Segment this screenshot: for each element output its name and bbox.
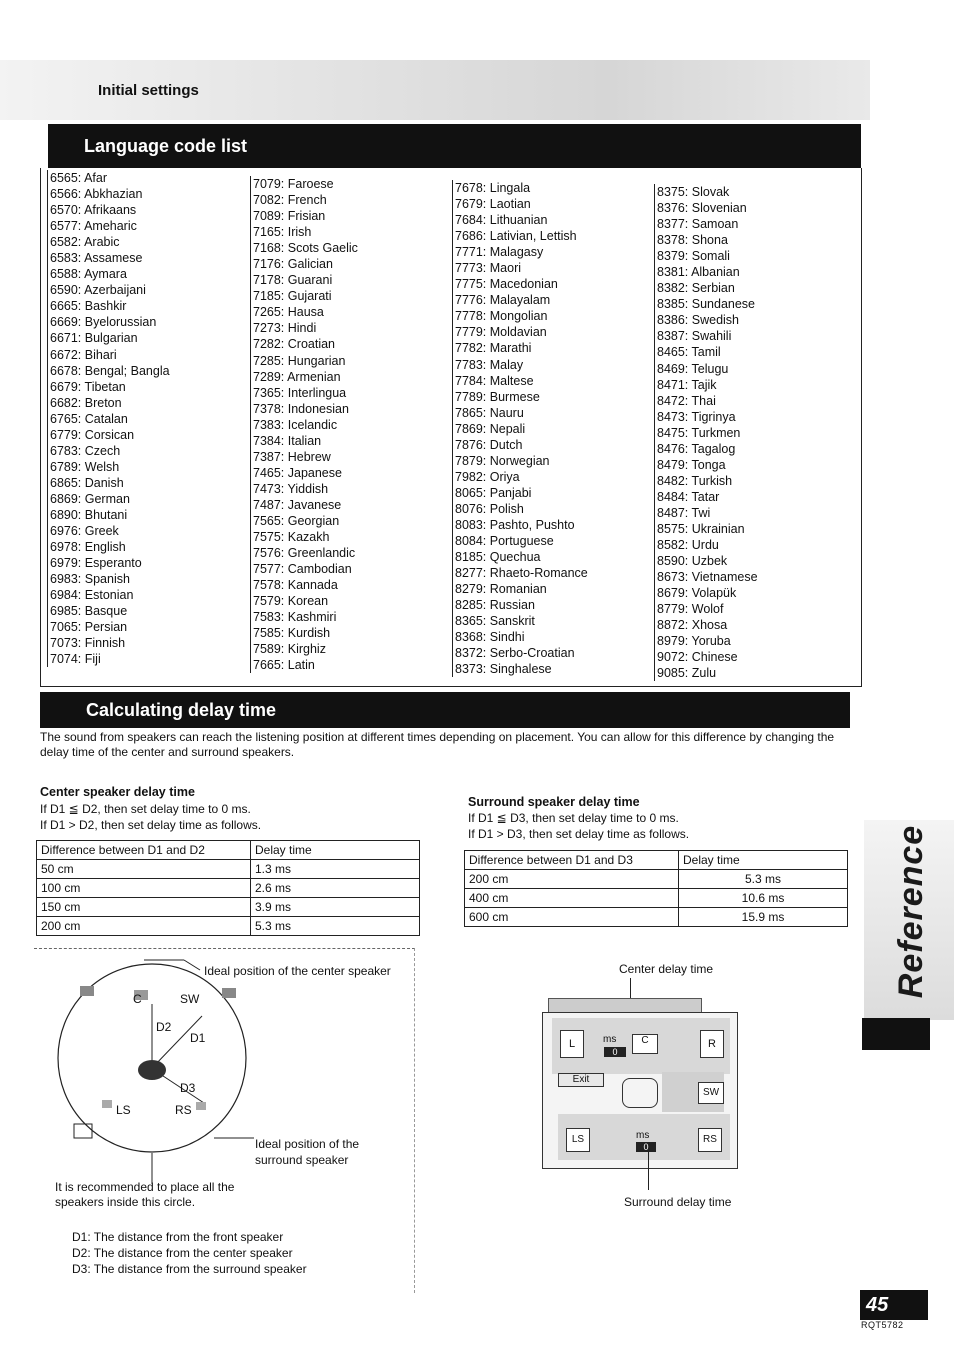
surround-header-diff: Difference between D1 and D3	[465, 851, 679, 870]
language-entry: 7487: Javanese	[253, 497, 342, 512]
language-entry: 8469: Telugu	[657, 361, 729, 376]
language-entry: 6682: Breton	[50, 395, 122, 410]
ideal-center-label: Ideal position of the center speaker	[204, 964, 391, 978]
osd-surround-value[interactable]: 0	[636, 1142, 656, 1152]
language-entry: 8779: Wolof	[657, 602, 724, 617]
language-entry: 6789: Welsh	[50, 459, 120, 474]
language-entry: 8471: Tajik	[657, 377, 717, 392]
language-entry: 8473: Tigrinya	[657, 409, 736, 424]
language-entry: 7082: French	[253, 193, 327, 208]
table-row	[37, 860, 420, 879]
section-marker	[862, 1018, 930, 1050]
language-entry: 6976: Greek	[50, 524, 119, 539]
language-entry: 7176: Galician	[253, 257, 333, 272]
label-c: C	[133, 992, 142, 1006]
language-entry: 6978: English	[50, 540, 126, 555]
language-entry: 8375: Slovak	[657, 185, 730, 199]
language-entry: 8479: Tonga	[657, 457, 726, 472]
language-entry: 7473: Yiddish	[253, 481, 329, 496]
language-entry: 7073: Finnish	[50, 636, 126, 651]
osd-l-speaker: L	[560, 1030, 584, 1058]
osd-r-speaker: R	[700, 1030, 724, 1058]
language-entry: 7577: Cambodian	[253, 562, 352, 577]
language-entry: 7383: Icelandic	[253, 417, 338, 432]
language-entry: 6783: Czech	[50, 443, 121, 458]
language-entry: 6565: Afar	[50, 171, 107, 185]
language-entry: 8472: Thai	[657, 393, 716, 408]
language-entry: 7779: Moldavian	[455, 325, 547, 340]
center-cell: 100 cm	[37, 879, 251, 898]
language-entry: 6590: Azerbaijani	[50, 283, 146, 298]
language-entry: 7384: Italian	[253, 433, 322, 448]
language-entry: 7575: Kazakh	[253, 530, 330, 545]
recommend-label-1: It is recommended to place all the	[55, 1180, 235, 1194]
language-entry: 8277: Rhaeto-Romance	[455, 566, 588, 581]
language-entry: 8083: Pashto, Pushto	[455, 517, 575, 532]
language-entry: 7168: Scots Gaelic	[253, 241, 358, 256]
language-entry: 8368: Sindhi	[455, 630, 525, 645]
language-entry: 8385: Sundanese	[657, 297, 756, 312]
language-entry: 7578: Kannada	[253, 578, 338, 593]
language-entry: 8076: Polish	[455, 501, 524, 516]
language-entry: 6577: Ameharic	[50, 219, 137, 234]
language-entry: 6671: Bulgarian	[50, 331, 138, 346]
label-d1: D1	[190, 1031, 206, 1045]
center-cell: 3.9 ms	[251, 898, 420, 917]
language-entry: 6582: Arabic	[50, 235, 120, 250]
osd-rs-speaker: RS	[698, 1128, 722, 1152]
language-entry: 8376: Slovenian	[657, 201, 747, 216]
table-row	[37, 898, 420, 917]
osd-exit-button[interactable]: Exit	[558, 1073, 604, 1087]
language-entry: 7776: Malayalam	[455, 293, 551, 308]
osd-sw-speaker: SW	[698, 1082, 724, 1104]
language-entry: 8373: Singhalese	[455, 662, 552, 677]
label-sw: SW	[180, 992, 200, 1006]
language-entry: 6678: Bengal; Bangla	[50, 363, 170, 378]
center-cell: 200 cm	[37, 917, 251, 936]
language-entry: 7089: Frisian	[253, 209, 326, 224]
language-entry: 7579: Korean	[253, 594, 329, 609]
surround-cell: 600 cm	[465, 908, 679, 927]
language-entry: 7665: Latin	[253, 658, 315, 673]
language-entry: 8381: Albanian	[657, 265, 740, 280]
language-entry: 6679: Tibetan	[50, 379, 126, 394]
surround-right-speaker-icon	[196, 1102, 206, 1110]
center-header-delay: Delay time	[251, 841, 420, 860]
surround-delay-table	[464, 850, 848, 927]
center-delay-table	[36, 840, 420, 936]
language-entry: 6570: Afrikaans	[50, 203, 137, 218]
language-entry: 7185: Gujarati	[253, 289, 332, 304]
language-entry: 6890: Bhutani	[50, 507, 128, 522]
language-entry: 7178: Guarani	[253, 273, 333, 288]
language-entry: 7387: Hebrew	[253, 449, 331, 464]
language-entry: 7678: Lingala	[455, 181, 531, 195]
language-entry: 8185: Quechua	[455, 550, 541, 565]
language-entry: 6765: Catalan	[50, 411, 128, 426]
language-entry: 8279: Romanian	[455, 582, 547, 597]
front-right-speaker-icon	[222, 988, 236, 998]
language-entry: 9072: Chinese	[657, 650, 738, 665]
language-entry: 6983: Spanish	[50, 572, 130, 587]
language-entry: 8673: Vietnamese	[657, 570, 758, 585]
language-column-4	[654, 184, 758, 681]
delay-intro: The sound from speakers can reach the listening position at different times depending on placement. You can allow for this difference by changing the delay time of the center and surround speakers.	[40, 730, 835, 759]
table-row	[37, 879, 420, 898]
language-entry: 7789: Burmese	[455, 389, 540, 404]
language-title: Language code list	[84, 135, 248, 156]
label-d2: D2	[156, 1020, 172, 1034]
delay-title: Calculating delay time	[86, 699, 277, 720]
language-entry: 6672: Bihari	[50, 347, 117, 362]
table-row	[465, 870, 848, 889]
ideal-surround-label-2: surround speaker	[255, 1153, 349, 1167]
language-entry: 7273: Hindi	[253, 321, 317, 336]
language-entry: 7465: Japanese	[253, 465, 342, 480]
surround-cell: 400 cm	[465, 889, 679, 908]
osd-ls-speaker: LS	[566, 1128, 590, 1152]
language-entry: 6979: Esperanto	[50, 556, 142, 571]
label-ls: LS	[116, 1103, 131, 1117]
language-entry: 8285: Russian	[455, 598, 535, 613]
language-entry: 7982: Oriya	[455, 469, 520, 484]
language-entry: 8365: Sanskrit	[455, 614, 535, 629]
surround-caption-leader	[648, 1152, 649, 1190]
language-entry: 7265: Hausa	[253, 305, 324, 320]
language-entry: 8378: Shona	[657, 233, 728, 248]
center-cell: 150 cm	[37, 898, 251, 917]
language-entry: 7879: Norwegian	[455, 453, 550, 468]
language-entry: 8482: Turkish	[657, 473, 733, 488]
language-entry: 7585: Kurdish	[253, 626, 331, 641]
language-entry: 7686: Lativian, Lettish	[455, 229, 577, 244]
language-column-1	[47, 170, 170, 667]
center-rule-2: If D1 > D2, then set delay time as follows.	[40, 818, 262, 832]
osd-listener-icon	[622, 1078, 658, 1108]
ideal-surround-label-1: Ideal position of the	[255, 1137, 360, 1151]
language-entry: 7865: Nauru	[455, 405, 524, 420]
language-entry: 8475: Turkmen	[657, 425, 741, 440]
language-entry: 7065: Persian	[50, 620, 128, 635]
language-entry: 8065: Panjabi	[455, 485, 532, 500]
document-code: RQT5782	[861, 1320, 904, 1330]
language-entry: 8084: Portuguese	[455, 534, 554, 549]
language-column-2	[250, 176, 358, 673]
front-left-speaker-icon	[80, 986, 94, 996]
page-number: 45	[860, 1290, 928, 1320]
osd-center-value[interactable]: 0	[604, 1047, 626, 1057]
language-entry: 7782: Marathi	[455, 341, 532, 356]
language-entry: 6985: Basque	[50, 604, 128, 619]
center-delay-caption: Center delay time	[619, 962, 714, 976]
legend-d3: D3: The distance from the surround speaker	[72, 1262, 307, 1276]
osd-center-ms: ms	[603, 1034, 617, 1045]
center-rule-1: If D1 ≦ D2, then set delay time to 0 ms.	[40, 802, 251, 816]
surround-header-delay: Delay time	[679, 851, 848, 870]
reference-tab-label: Reference	[892, 824, 931, 998]
language-entry: 7783: Malay	[455, 357, 524, 372]
language-column-3	[452, 180, 588, 677]
osd-c-speaker: C	[632, 1034, 658, 1054]
placement-diagram	[34, 948, 414, 1188]
language-entry: 8382: Serbian	[657, 281, 735, 296]
language-entry: 6869: German	[50, 491, 130, 506]
surround-heading: Surround speaker delay time	[468, 795, 640, 809]
language-entry: 9085: Zulu	[657, 666, 717, 681]
language-title-bar	[48, 124, 861, 168]
center-cell: 1.3 ms	[251, 860, 420, 879]
label-d3: D3	[180, 1081, 196, 1095]
language-entry: 8386: Swedish	[657, 313, 740, 328]
language-entry: 7869: Nepali	[455, 421, 526, 436]
surround-cell: 5.3 ms	[679, 870, 848, 889]
language-entry: 6865: Danish	[50, 475, 124, 490]
surround-cell: 10.6 ms	[679, 889, 848, 908]
section-header: Initial settings	[98, 82, 199, 99]
language-entry: 7378: Indonesian	[253, 401, 349, 416]
language-entry: 7576: Greenlandic	[253, 546, 356, 561]
delay-title-bar	[40, 692, 850, 728]
table-row	[37, 917, 420, 936]
surround-left-speaker-icon	[102, 1100, 112, 1108]
center-cell: 2.6 ms	[251, 879, 420, 898]
language-entry: 6583: Assamese	[50, 251, 143, 266]
language-entry: 8872: Xhosa	[657, 618, 728, 633]
language-entry: 7365: Interlingua	[253, 385, 347, 400]
language-entry: 7282: Croatian	[253, 337, 336, 352]
language-entry: 8484: Tatar	[657, 489, 720, 504]
center-cell: 5.3 ms	[251, 917, 420, 936]
center-header-diff: Difference between D1 and D2	[37, 841, 251, 860]
surround-rule-1: If D1 ≦ D3, then set delay time to 0 ms.	[468, 811, 679, 825]
language-entry: 7679: Laotian	[455, 197, 531, 212]
language-entry: 8979: Yoruba	[657, 634, 731, 649]
language-entry: 7773: Maori	[455, 261, 522, 276]
language-entry: 7589: Kirghiz	[253, 642, 326, 657]
language-entry: 8465: Tamil	[657, 345, 721, 360]
recommend-label-2: speakers inside this circle.	[55, 1195, 196, 1209]
language-entry: 6779: Corsican	[50, 427, 135, 442]
language-entry: 8372: Serbo-Croatian	[455, 646, 575, 661]
table-row	[465, 889, 848, 908]
language-entry: 8590: Uzbek	[657, 554, 728, 569]
language-entry: 6665: Bashkir	[50, 299, 127, 314]
language-entry: 8387: Swahili	[657, 329, 732, 344]
language-entry: 7583: Kashmiri	[253, 610, 337, 625]
language-entry: 8679: Volapük	[657, 586, 737, 601]
language-entry: 8379: Somali	[657, 249, 730, 264]
language-entry: 8575: Ukrainian	[657, 521, 745, 536]
language-entry: 7771: Malagasy	[455, 245, 544, 260]
language-entry: 8487: Twi	[657, 505, 711, 520]
language-entry: 7285: Hungarian	[253, 353, 346, 368]
surround-rule-2: If D1 > D3, then set delay time as follows.	[468, 827, 690, 841]
language-entry: 8582: Urdu	[657, 538, 719, 553]
legend-d1: D1: The distance from the front speaker	[72, 1230, 284, 1244]
label-rs: RS	[175, 1103, 192, 1117]
language-entry: 7165: Irish	[253, 225, 312, 240]
table-row	[465, 908, 848, 927]
language-entry: 6669: Byelorussian	[50, 315, 157, 330]
center-heading: Center speaker delay time	[40, 785, 195, 799]
language-entry: 7784: Maltese	[455, 373, 534, 388]
language-entry: 7074: Fiji	[50, 652, 101, 667]
language-entry: 7775: Macedonian	[455, 277, 558, 292]
language-entry: 6984: Estonian	[50, 588, 134, 603]
language-entry: 7565: Georgian	[253, 513, 340, 528]
listening-room-icon	[74, 1124, 92, 1138]
language-entry: 8476: Tagalog	[657, 441, 736, 456]
reference-tab	[872, 826, 952, 996]
language-entry: 6588: Aymara	[50, 267, 127, 282]
osd-surround-ms: ms	[636, 1130, 650, 1141]
surround-cell: 15.9 ms	[679, 908, 848, 927]
surround-cell: 200 cm	[465, 870, 679, 889]
listener-icon	[138, 1060, 166, 1080]
language-entry: 7684: Lithuanian	[455, 213, 548, 228]
surround-delay-caption: Surround delay time	[624, 1195, 732, 1209]
language-entry: 6566: Abkhazian	[50, 187, 143, 202]
language-entry: 8377: Samoan	[657, 217, 739, 232]
language-entry: 7778: Mongolian	[455, 309, 548, 324]
language-entry: 7876: Dutch	[455, 437, 523, 452]
language-entry: 7079: Faroese	[253, 177, 334, 191]
legend-d2: D2: The distance from the center speaker	[72, 1246, 293, 1260]
center-cell: 50 cm	[37, 860, 251, 879]
language-entry: 7289: Armenian	[253, 369, 341, 384]
